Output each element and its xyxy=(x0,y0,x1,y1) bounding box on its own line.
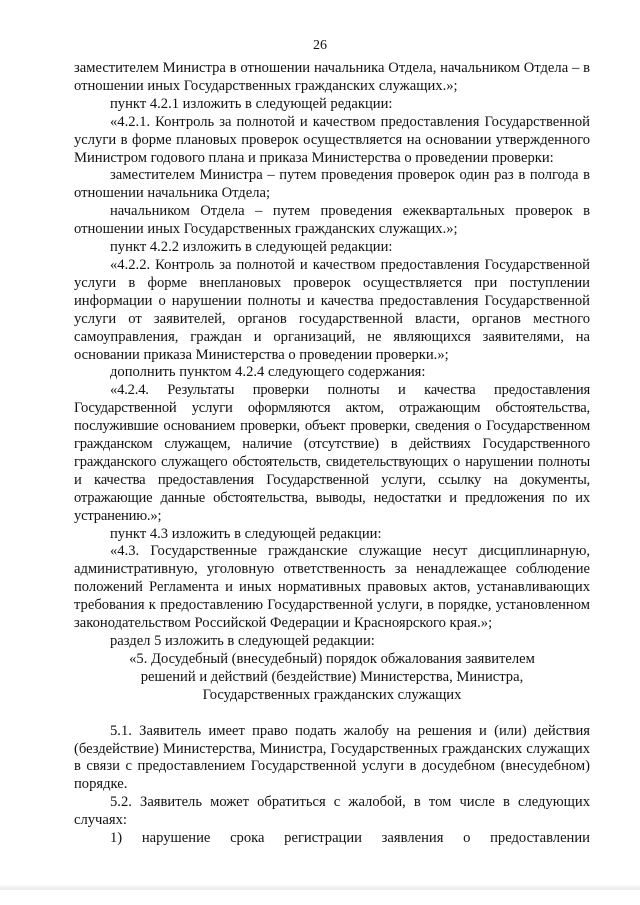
list-item-word: срока xyxy=(230,830,265,847)
paragraph: заместителем Министра – путем проведения проверок один раз в полгода в отношении начальника Отдела; xyxy=(74,167,590,202)
paragraph: дополнить пунктом 4.2.4 следующего содержания: xyxy=(110,364,426,381)
paragraph: «4.2.4. Результаты проверки полноты и качества предоставления Государственной услуги оформляются актом, отражающим обстоятельства, послужившие основанием проверки, объект проверки, сведения о Государственном гражданском служащем, наличие (отсутствие) в действиях Государственного гражданского служащего обстоятельств, свидетельствующих о нарушении полноты и качества предоставления Государственной услуги, ссылку на документы, отражающие данные обстоятельства, выводы, недостатки и предложения по их устранению.»; xyxy=(74,382,590,524)
paragraph: «4.2.1. Контроль за полнотой и качеством предоставления Государственной услуги в форме плановых проверок осуществляется на основании утвержденного Министром годового плана и приказа Министерства о проведении проверки: xyxy=(74,113,590,166)
paragraph: заместителем Министра в отношении начальника Отдела, начальником Отдела – в отношении иных Государственных гражданских служащих.»; xyxy=(74,60,590,94)
list-item-word: заявления xyxy=(381,830,444,847)
paragraph: пункт 4.3 изложить в следующей редакции: xyxy=(110,525,382,542)
list-item xyxy=(74,830,590,848)
paragraph: «4.2.2. Контроль за полнотой и качеством предоставления Государственной услуги в форме внеплановых проверок осуществляется при поступлении информации о нарушении полноты и качества предоставления Государственной услуги от заявителей, органов государственной власти, органов местного самоуправления, граждан и организаций, не являющихся заявителями, на основании приказа Министерства о проведении проверки.»; xyxy=(74,256,590,363)
paragraph: «4.3. Государственные гражданские служащие несут дисциплинарную, административную, уголовную ответственность за ненадлежащее соблюдение положений Регламента и иных нормативных правовых актов, устанавливающих требования к предоставлению Государственной услуги, в порядке, установленном законодательством Российской Федерации и Красноярского края.»; xyxy=(74,543,590,632)
page-number: 26 xyxy=(313,38,327,53)
list-item-word: о xyxy=(463,830,471,847)
list-item-word: нарушение xyxy=(141,830,211,847)
paragraph: 5.1. Заявитель имеет право подать жалобу на решения и (или) действия (бездействие) Министерства, Министра, Государственных гражданских служащих в связи с предоставлением Государственной услуги в досудебном (внесудебном) порядке. xyxy=(74,722,590,793)
page-bottom-edge xyxy=(0,884,640,890)
section-heading-line: решений и действий (бездействие) Министерства, Министра, xyxy=(140,668,524,685)
section-heading-line: «5. Досудебный (внесудебный) порядок обжалования заявителем xyxy=(129,650,535,667)
list-item-word: регистрации xyxy=(284,830,362,847)
paragraph: пункт 4.2.1 изложить в следующей редакции: xyxy=(110,95,393,112)
document-body xyxy=(74,60,590,848)
list-item-word: предоставлении xyxy=(490,830,590,847)
paragraph: 5.2. Заявитель может обратиться с жалобой, в том числе в следующих случаях: xyxy=(74,794,590,829)
section-heading xyxy=(74,651,590,705)
section-heading-line: Государственных гражданских служащих xyxy=(202,686,462,703)
paragraph: начальником Отдела – путем проведения ежеквартальных проверок в отношении иных Государственных гражданских служащих.»; xyxy=(74,203,590,238)
paragraph: пункт 4.2.2 изложить в следующей редакции: xyxy=(110,239,393,256)
paragraph: раздел 5 изложить в следующей редакции: xyxy=(110,633,375,649)
list-item-number: 1) xyxy=(110,830,123,847)
